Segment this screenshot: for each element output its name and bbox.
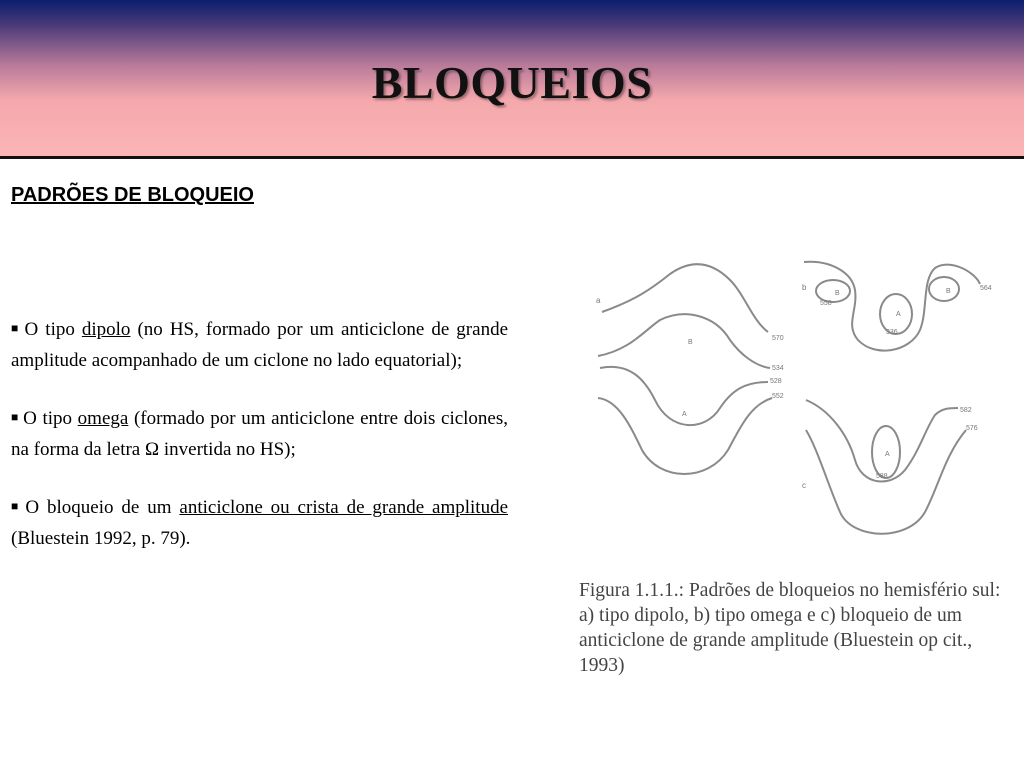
underlined-term-anticiclone: anticiclone ou crista de grande amplitude [179, 497, 508, 518]
panel-c-amplitude [802, 400, 978, 534]
panel-a-center-b: B [688, 339, 693, 346]
bullet-text-suffix: (formado por um anticiclone entre dois ciclones, na forma da letra Ω invertida no HS); [11, 408, 509, 460]
contour-label-576: 576 [966, 425, 978, 432]
panel-b-center-b-left: B [835, 290, 840, 297]
contour-label-564: 564 [980, 285, 992, 292]
contour-label-534: 534 [772, 365, 784, 372]
contour-552 [598, 398, 772, 474]
underlined-term-dipolo: dipolo [81, 319, 131, 340]
figure-caption: Figura 1.1.1.: Padrões de bloqueios no hemisfério sul: a) tipo dipolo, b) tipo omega e c) bloqueio de um anticiclone de grande amplitude (Bluestein op cit., 1993) [579, 580, 1001, 676]
contour-582 [806, 400, 958, 481]
panel-b-center-a: A [896, 311, 901, 318]
panel-b-center-b-right: B [946, 288, 951, 295]
contour-label-582: 582 [960, 407, 972, 414]
contour-label-528: 528 [770, 378, 782, 385]
bullet-text-prefix: O tipo [23, 408, 78, 429]
panel-b-omega [802, 262, 992, 351]
contour-534 [598, 314, 770, 368]
contour-label-558: 558 [820, 300, 832, 307]
panel-b-marker: b [802, 283, 807, 292]
contour-label-588: 588 [876, 473, 888, 480]
contour-570 [602, 264, 768, 332]
bullet-item-dipolo [11, 313, 508, 376]
section-heading: PADRÕES DE BLOQUEIO [11, 184, 254, 206]
panel-a-center-a: A [682, 411, 687, 418]
bullet-list [11, 313, 508, 580]
contour-diagram [590, 250, 1024, 550]
blocking-patterns-figure [590, 250, 1024, 550]
square-bullet-icon: ■ [11, 321, 21, 335]
contour-label-336: 336 [886, 329, 898, 336]
panel-c-center-a: A [885, 451, 890, 458]
bullet-text-suffix: (Bluestein 1992, p. 79). [11, 527, 191, 549]
contour-label-570: 570 [772, 335, 784, 342]
bullet-item-omega [11, 402, 508, 465]
square-bullet-icon: ■ [11, 499, 22, 513]
bullet-text-prefix: O bloqueio de um [25, 497, 180, 518]
bullet-text-suffix: (no HS, formado por um anticiclone de grande amplitude acompanhado de um ciclone no lado equatorial); [11, 319, 508, 371]
underlined-term-omega: omega [77, 408, 129, 429]
bullet-text-prefix: O tipo [24, 319, 82, 340]
panel-c-marker: c [802, 481, 806, 490]
low-contour-left [816, 280, 850, 302]
slide-title: BLOQUEIOS [371, 57, 653, 108]
contour-label-552: 552 [772, 393, 784, 400]
panel-a-marker: a [596, 296, 601, 305]
header-divider [0, 156, 1024, 159]
panel-a-dipolo [596, 264, 784, 474]
bullet-item-anticiclone [11, 491, 508, 554]
square-bullet-icon: ■ [11, 410, 20, 424]
low-contour-right [929, 277, 959, 301]
